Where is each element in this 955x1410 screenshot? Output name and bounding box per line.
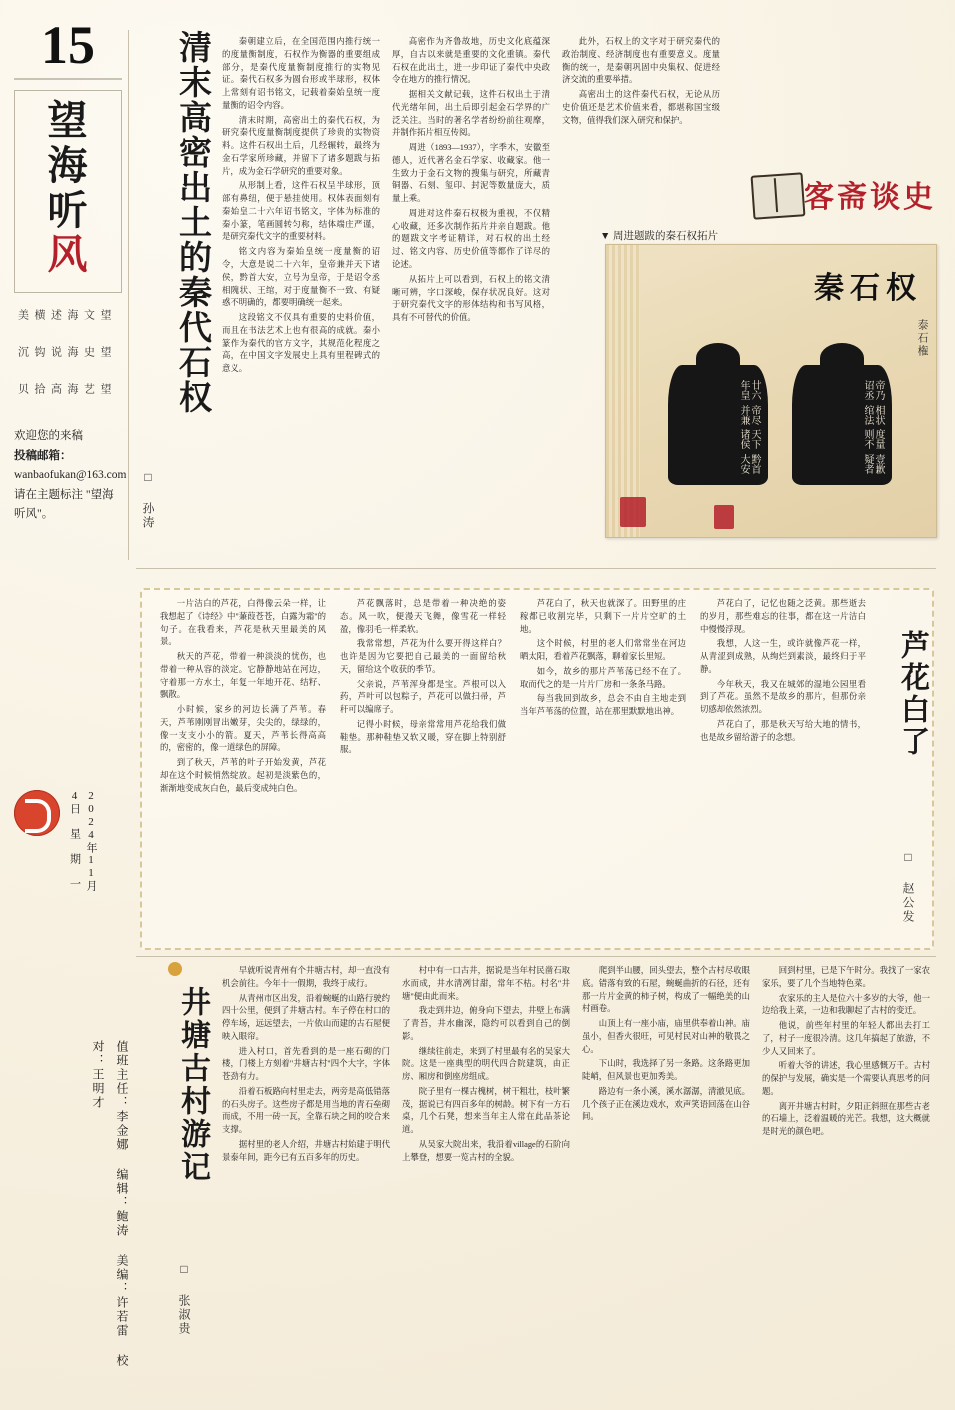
- paragraph: 听着大爷的讲述，我心里感慨万千。古村的保护与发展，确实是一个需要认真思考的问题。: [762, 1061, 930, 1096]
- stone-weight-right: [792, 365, 892, 485]
- paragraph: 记得小时候，母亲常常用芦花给我们做鞋垫。那种鞋垫又软又暖，穿在脚上特别舒服。: [340, 719, 506, 755]
- paragraph: 农家乐的主人是位六十多岁的大爷，他一边给我上菜，一边和我聊起了古村的变迁。: [762, 993, 930, 1016]
- article2-headline: 芦花白了: [897, 630, 929, 758]
- column-tag-2: 望 史 海 说 钩 沉: [16, 345, 111, 359]
- paragraph: 秋天的芦花，带着一种淡淡的忧伤，也带着一种从容的淡定。它静静地站在河边，守着那一方水土，年复一年地开花、结籽、飘散。: [160, 652, 326, 700]
- paragraph: 芦花白了，那是秋天写给大地的情书，也是故乡留给游子的念想。: [700, 719, 866, 742]
- paragraph: 此外，石权上的文字对于研究秦代的政治制度、经济制度也有重要意义。度量衡的统一，是秦朝巩固中央集权、促进经济交流的重要举措。: [562, 37, 720, 85]
- masthead: [14, 15, 127, 558]
- paragraph: 爬到半山腰，回头望去，整个古村尽收眼底。错落有致的石屋，蜿蜒曲折的石径，还有那一片片金黄的柿子树，构成了一幅绝美的山村画卷。: [582, 966, 750, 1014]
- article2-byline: □ 赵公发: [901, 850, 915, 924]
- glyph-line: 度量则不: [862, 429, 884, 450]
- paragraph: 下山时，我选择了另一条路。这条路更加陡峭，但风景也更加秀美。: [582, 1059, 750, 1082]
- issue-date: [66, 790, 99, 900]
- stone-weight-left: [668, 365, 768, 485]
- staff-credits: 值班主任：李金娜 编辑：鲍涛 美编：许若雷 校对：王明才: [91, 1040, 129, 1368]
- article3-column-4: [762, 965, 930, 1385]
- paragraph: 据村里的老人介绍，井塘古村始建于明代景泰年间，距今已有五百多年的历史。: [222, 1139, 390, 1162]
- article1-column-2: [392, 36, 550, 556]
- section-title-char-1: 望: [47, 98, 89, 143]
- paragraph: 芦花飘落时，总是带着一种决绝的姿态。风一吹，便漫天飞舞，像雪花一样轻盈，像羽毛一样柔软。: [340, 599, 506, 634]
- column-tag-1: 望 文 海 述 横 美: [16, 309, 111, 323]
- column-logo: [752, 172, 942, 220]
- glyph-line: 壹歉疑者: [862, 453, 884, 474]
- weight-inscription-left: [676, 379, 760, 475]
- submission-info: [14, 427, 127, 525]
- paragraph: 到了秋天，芦苇的叶子开始发黄，芦花却在这个时候悄然绽放。起初是淡紫色的，渐渐地变成灰白色，最后变成纯白色。: [160, 758, 326, 793]
- paragraph: 父亲说，芦苇浑身都是宝。芦根可以入药，芦叶可以包粽子，芦花可以做扫帚，芦秆可以编席子。: [340, 679, 506, 715]
- paragraph: 芦花白了，记忆也随之泛黄。那些逝去的岁月，那些难忘的往事，都在这一片洁白中慢慢浮现。: [700, 599, 866, 634]
- paragraph: 村中有一口古井，据说是当年村民凿石取水而成，井水清冽甘甜，常年不枯。村名"井塘"便由此而来。: [402, 966, 570, 1001]
- section-title-char-2: 海: [47, 142, 89, 188]
- article2-column-3: [520, 598, 686, 934]
- submit-email[interactable]: wanbaofukan@163.com: [14, 469, 127, 482]
- glyph-line: 廿六年皇: [738, 380, 760, 401]
- red-seal-1: [620, 497, 646, 527]
- paper-logo-block: [14, 790, 134, 900]
- figure-caption: ▼ 周进题跋的秦石权拓片: [600, 231, 719, 242]
- submit-label: 投稿邮箱：: [14, 449, 72, 462]
- paragraph: 早就听说青州有个井塘古村，却一直没有机会前往。今年十一假期，我终于成行。: [222, 966, 390, 988]
- section-title-char-4: 风: [47, 232, 89, 278]
- paragraph: 继续往前走，来到了村里最有名的吴家大院。这是一座典型的明代四合院建筑，由正房、厢房和倒座房组成。: [402, 1046, 570, 1082]
- paragraph: 进入村口，首先看到的是一座石砌的门楼，门楼上方刻着"井塘古村"四个大字，字体苍劲有力。: [222, 1046, 390, 1082]
- section-title: [14, 90, 122, 293]
- paragraph: 从形制上看，这件石权呈半球形，顶部有鼻纽，便于悬挂使用。权体表面刻有秦始皇二十六年诏书铭文，字体为标准的秦小篆，笔画圆转匀称，结体端庄严谨，是研究秦代文字的重要材料。: [222, 181, 380, 242]
- paragraph: 我常常想，芦花为什么要开得这样白？也许是因为它要把自己最美的一面留给秋天，留给这个收获的季节。: [340, 639, 506, 674]
- paragraph: 如今，故乡的那片芦苇荡已经不在了。取而代之的是一片片厂房和一条条马路。: [520, 666, 686, 689]
- article3-column-3: [582, 965, 750, 1385]
- paragraph: 清末时期，高密出土的秦代石权，为研究秦代度量衡制度提供了珍贵的实物资料。这件石权出土后，几经辗转，最终为金石学家所珍藏，并留下了诸多题跋与拓片，成为金石学研究的重要对象。: [222, 115, 380, 176]
- section-title-char-3: 听: [47, 187, 89, 233]
- article1-column-1: [222, 36, 380, 556]
- paragraph: 沿着石板路向村里走去，两旁是高低错落的石头房子。这些房子都是用当地的青石垒砌而成，不用一砖一瓦，全靠石块之间的咬合来支撑。: [222, 1086, 390, 1135]
- paragraph: 从青州市区出发，沿着蜿蜒的山路行驶约四十公里，便到了井塘古村。车子停在村口的停车场，远远望去，一片依山而建的古石屋便映入眼帘。: [222, 993, 390, 1041]
- glyph-line: 帝尽并兼: [738, 404, 760, 425]
- issue-weekday: 星 期 一: [68, 828, 81, 890]
- weight-inscription-right: [800, 379, 884, 475]
- paragraph: 小时候，家乡的河边长满了芦苇。春天，芦苇刚刚冒出嫩芽，尖尖的，绿绿的，像一支支小小的箭。夏天，芦苇长得高高的，密密的，像一道绿色的屏障。: [160, 705, 326, 753]
- paragraph: 离开井塘古村时，夕阳正斜照在那些古老的石墙上，泛着温暖的光芒。我想，这大概就是时光的颜色吧。: [762, 1101, 930, 1137]
- glyph-line: 帝乃诏丞: [862, 380, 884, 401]
- article1-byline: □ 孙涛: [141, 470, 155, 530]
- book-icon: [751, 172, 806, 220]
- page-number: 15: [14, 18, 122, 80]
- paragraph: 一片洁白的芦花，白得像云朵一样，让我想起了《诗经》中"蒹葭苍苍，白露为霜"的句子。在我看来，芦花是秋天里最美的风景。: [160, 599, 326, 647]
- glyph-line: 相状绾法: [862, 404, 884, 425]
- divider-1: [136, 568, 936, 569]
- glyph-line: 天下诸侯: [738, 429, 760, 450]
- paragraph: 从拓片上可以看到，石权上的铭文清晰可辨，字口深峻，保存状况良好。这对于研究秦代文字的形体结构和书写风格，具有不可替代的价值。: [392, 274, 550, 323]
- article2-column-2: [340, 598, 506, 934]
- weight-knob: [696, 343, 740, 373]
- paragraph: 他说，前些年村里的年轻人都出去打工了，村子一度很冷清。这几年搞起了旅游，不少人又回来了。: [762, 1021, 930, 1056]
- red-seal-2: [714, 505, 734, 529]
- paragraph: 山顶上有一座小庙，庙里供奉着山神。庙虽小，但香火很旺，可见村民对山神的敬畏之心。: [582, 1019, 750, 1054]
- welcome-line: 欢迎您的来稿: [14, 430, 83, 443]
- paragraph: 从吴家大院出来，我沿着village的石阶向上攀登，想要一览古村的全貌。: [402, 1139, 570, 1162]
- article3-column-1: [222, 965, 390, 1385]
- paragraph: 今年秋天，我又在城郊的湿地公园里看到了芦花。虽然不是故乡的那片，但那份亲切感却依然浓烈。: [700, 679, 866, 715]
- paragraph: 据相关文献记载，这件石权出土于清代光绪年间，出土后即引起金石学界的广泛关注。当时的著名学者纷纷前往观摩，并制作拓片相互传阅。: [392, 90, 550, 138]
- rubbing-fringe: [606, 245, 640, 537]
- paragraph: 院子里有一棵古槐树，树干粗壮，枝叶繁茂，据说已有四百多年的树龄。树下有一方石桌，几个石凳，想来当年主人常在此品茶论道。: [402, 1086, 570, 1135]
- article2-column-4: [700, 598, 866, 934]
- article2-column-1: [160, 598, 326, 934]
- column-tag-3: 望 艺 海 高 拾 贝: [16, 382, 111, 396]
- paragraph: 这段铭文不仅具有重要的史料价值，而且在书法艺术上也有很高的成就。秦小篆作为秦代的官方文字，其规范化程度之高，在中国文字发展史上具有里程碑式的意义。: [222, 313, 380, 374]
- paragraph: 路边有一条小溪，溪水潺潺，清澈见底。几个孩子正在溪边戏水，欢声笑语回荡在山谷间。: [582, 1086, 750, 1122]
- paragraph: 高密出土的这件秦代石权，无论从历史价值还是艺术价值来看，都堪称国宝级文物，值得我们深入研究和保护。: [562, 90, 720, 125]
- paragraph: 周进（1893—1937），字季木，安徽至德人，近代著名金石学家、收藏家。他一生致力于金石文物的搜集与研究，所藏青铜器、石刻、玺印、封泥等数量庞大，质量上乘。: [392, 143, 550, 204]
- rubbing-image: [605, 244, 937, 538]
- paragraph: 秦朝建立后，在全国范围内推行统一的度量衡制度，石权作为衡器的重要组成部分，是秦代度量衡制度推行的实物见证。秦代石权多为圆台形或半球形，权体上常刻有诏书铭文，记载着秦始皇统一度量衡的诏令内容。: [222, 37, 380, 110]
- paragraph: 周进对这件秦石权极为重视，不仅精心收藏，还多次制作拓片并亲自题跋。他的题跋文字考证精详，对石权的出土经过、铭文内容、历史价值等都作了详尽的论述。: [392, 208, 550, 270]
- rubbing-side-text: 泰石権: [916, 319, 928, 358]
- paragraph: 铭文内容为秦始皇统一度量衡的诏令，大意是说二十六年，皇帝兼并天下诸侯，黔首大安，立号为皇帝，于是诏令丞相隗状、王绾，对于度量衡不一致、有疑惑不明确的，都要明确统一起来。: [222, 247, 380, 308]
- column-tags: [14, 309, 113, 405]
- paragraph: 我走到井边，俯身向下望去，井壁上布满了青苔，井水幽深，隐约可以看到自己的倒影。: [402, 1006, 570, 1041]
- divider-2: [136, 956, 936, 957]
- paragraph: 这个时候，村里的老人们常常坐在河边晒太阳，看着芦花飘落，聊着家长里短。: [520, 639, 686, 662]
- paragraph: 芦花白了，秋天也就深了。田野里的庄稼都已收割完毕，只剩下一片片空旷的土地。: [520, 599, 686, 634]
- paragraph: 每当我回到故乡，总会不由自主地走到当年芦苇荡的位置，站在那里默默地出神。: [520, 694, 686, 717]
- newspaper-logo-icon: [14, 790, 60, 836]
- paragraph: 我想，人这一生，或许就像芦花一样，从青涩到成熟，从绚烂到素淡，最终归于平静。: [700, 639, 866, 674]
- glyph-line: 黔首大安: [738, 453, 760, 474]
- article1-column-3: [562, 36, 720, 166]
- rubbing-title: 秦石权: [814, 272, 922, 305]
- paragraph: 回到村里，已是下午时分。我找了一家农家乐，要了几个当地特色菜。: [762, 966, 930, 988]
- ornament-dot: [168, 962, 182, 976]
- issue-date-text: 2024年11月4日: [68, 790, 97, 892]
- article3-column-2: [402, 965, 570, 1385]
- article3-headline: 井塘古村游记: [176, 986, 209, 1184]
- column-logo-text: 客斋谈史: [804, 181, 936, 214]
- article1-headline: 清末高密出土的秦代石权: [174, 30, 210, 415]
- article3-byline: □ 张淑贵: [177, 1262, 191, 1336]
- weight-knob: [820, 343, 864, 373]
- paragraph: 高密作为齐鲁故地，历史文化底蕴深厚，自古以来就是重要的文化重镇。秦代石权在此出土，进一步印证了秦代中央政令在地方的推行情况。: [392, 37, 550, 85]
- submit-note: 请在主题标注 "望海听风"。: [14, 488, 114, 521]
